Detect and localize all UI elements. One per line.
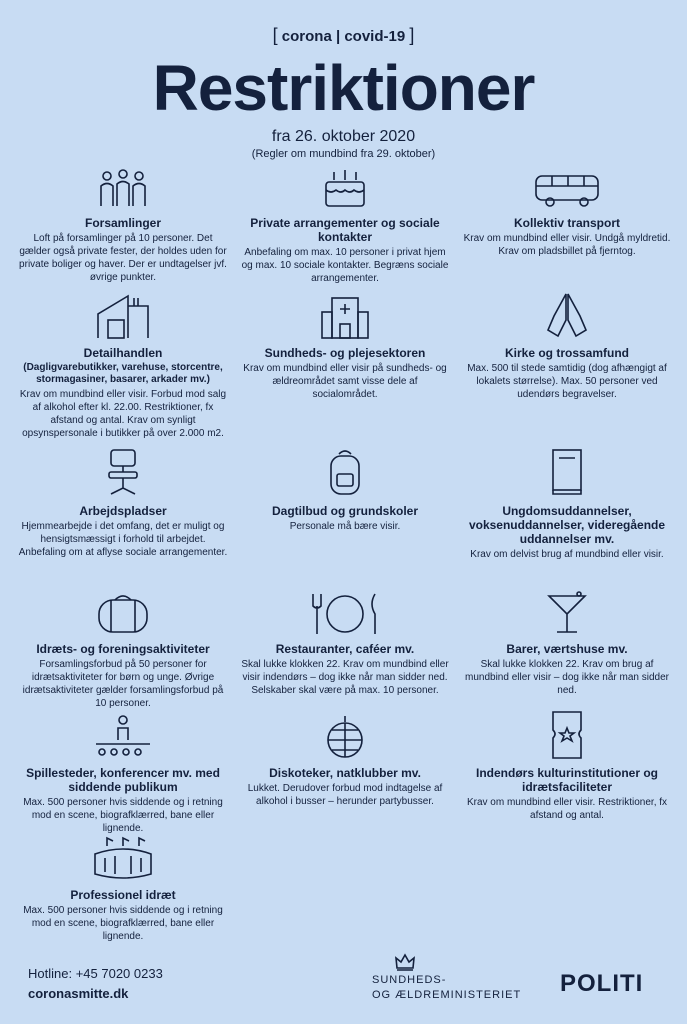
card-title: Dagtilbud og grundskoler xyxy=(272,504,418,518)
page-title: Restriktioner xyxy=(152,52,535,124)
stadium-icon xyxy=(18,832,228,882)
footer-contact xyxy=(28,966,163,1006)
people-group-icon xyxy=(18,160,228,210)
cutlery-icon xyxy=(240,586,450,636)
card-title: Diskoteker, natklubber mv. xyxy=(269,766,421,780)
card-text: Krav om mundbind eller visir. Forbud mod salg af alkohol efter kl. 22.00. Restriktioner, fx afstand og antal. Krav om synligt opsynspersonale i butikker på over 2.000 m2. xyxy=(19,389,227,439)
card-title: Idræts- og foreningsaktiviteter xyxy=(36,642,210,656)
card-text: Krav om delvist brug af mundbind eller visir. xyxy=(470,549,664,560)
card-barer xyxy=(462,586,672,697)
sports-bag-icon xyxy=(18,586,228,636)
card-restauranter xyxy=(240,586,450,697)
card-text: Krav om mundbind eller visir. Restriktioner, fx afstand og antal. xyxy=(466,797,668,821)
police-logo: POLITI xyxy=(560,970,644,997)
card-text: Anbefaling om max. 10 personer i privat hjem og max. 10 sociale kontakter. Begræns sociale arrangementer. xyxy=(241,247,449,284)
card-detailhandlen xyxy=(18,290,228,440)
mask-rule-note: (Regler om mundbind fra 29. oktober) xyxy=(251,148,436,160)
card-title: Restauranter, caféer mv. xyxy=(275,642,415,656)
website-link[interactable]: coronasmitte.dk xyxy=(28,986,129,1001)
stage-audience-icon xyxy=(18,710,228,760)
card-text: Skal lukke klokken 22. Krav om brug af mundbind eller visir – dog ikke når man sidder ned. xyxy=(465,659,669,696)
ministry-name-line2: OG ÆLDREMINISTERIET xyxy=(372,989,522,1001)
card-text: Max. 500 til stede samtidig (dog afhængigt af lokalets størrelse). Max. 50 personer ved udendørs begravelser. xyxy=(467,363,667,400)
card-title: Private arrangementer og sociale kontakter xyxy=(250,216,440,244)
card-text: Krav om mundbind eller visir på sundheds- og ældreområdet samt visse dele af socialområdet. xyxy=(243,363,447,400)
card-text: Krav om mundbind eller visir. Undgå myldretid. Krav om pladsbillet på fjerntog. xyxy=(463,233,671,257)
ministry-name-line1: SUNDHEDS- xyxy=(372,974,447,986)
card-kollektiv-transport xyxy=(462,160,672,258)
card-kirke xyxy=(462,290,672,401)
card-text: Loft på forsamlinger på 10 personer. Det gælder også private fester, der holdes uden for private boliger og haver. Der er undtagelser jvf. øvrige punkter. xyxy=(19,233,227,283)
corona-tag: [ corona | covid-19 ] xyxy=(272,25,415,45)
card-title: Spillesteder, konferencer mv. med siddende publikum xyxy=(26,766,220,794)
card-title: Professionel idræt xyxy=(70,888,176,902)
card-dagtilbud xyxy=(240,448,450,533)
card-title: Sundheds- og plejesektoren xyxy=(264,346,426,360)
card-text: Lukket. Derudover forbud mod indtagelse af alkohol i busser – herunder partybusser. xyxy=(247,783,443,807)
card-title: Kirke og trossamfund xyxy=(504,346,630,360)
card-private-arrangementer xyxy=(240,160,450,285)
backpack-icon xyxy=(240,448,450,498)
card-title: Arbejdspladser xyxy=(79,504,167,518)
crown-icon xyxy=(394,952,416,972)
cocktail-glass-icon xyxy=(462,586,672,636)
card-text: Max. 500 personer hvis siddende og i retning mod en scene, biografklærred, bane eller lignende. xyxy=(23,905,223,942)
card-arbejdspladser xyxy=(18,448,228,559)
disco-ball-icon xyxy=(240,710,450,760)
card-title: Detailhandlen xyxy=(83,346,163,360)
card-professionel-idraet xyxy=(18,832,228,943)
ticket-icon xyxy=(462,710,672,760)
card-kulturinstitutioner xyxy=(462,710,672,822)
card-text: Forsamlingsforbud på 50 personer for idrætsaktiviteter for børn og unge. Øvrige idrætsaktiviteter gælder forsamlingsforbud på 10 personer. xyxy=(22,659,224,709)
card-title: Kollektiv transport xyxy=(513,216,621,230)
bus-icon xyxy=(462,160,672,210)
card-text: Skal lukke klokken 22. Krav om mundbind eller visir indendørs – dog ikke når man sidder ned. Selskaber skal være på max. 10 personer. xyxy=(241,659,449,696)
card-text: Personale må bære visir. xyxy=(289,521,401,532)
card-title: Barer, værtshuse mv. xyxy=(506,642,628,656)
card-subtitle: (Dagligvarebutikker, varehuse, storcentre, stormagasiner, basarer, arkader mv.) xyxy=(23,362,223,385)
card-forsamlinger xyxy=(18,160,228,284)
card-spillesteder xyxy=(18,710,228,835)
birthday-cake-icon xyxy=(240,160,450,210)
card-sundhed xyxy=(240,290,450,401)
card-diskoteker xyxy=(240,710,450,808)
praying-hands-icon xyxy=(462,290,672,340)
corona-tag-text: corona | covid-19 xyxy=(281,28,406,45)
card-title: Ungdomsuddannelser, voksenuddannelser, videregående uddannelser mv. xyxy=(468,504,666,546)
card-title: Indendørs kulturinstitutioner og idrætsfaciliteter xyxy=(476,766,658,794)
card-title: Forsamlinger xyxy=(84,216,162,230)
card-idraet xyxy=(18,586,228,710)
hospital-icon xyxy=(240,290,450,340)
card-uddannelser xyxy=(462,448,672,561)
card-text: Hjemmearbejde i det omfang, det er muligt og hensigtsmæssigt i forhold til arbejdet. Anbefaling om at aflyse sociale arrangementer. xyxy=(18,521,228,558)
card-text: Max. 500 personer hvis siddende og i retning mod en scene, biografklærred, bane eller lignende. xyxy=(23,797,223,834)
shop-building-icon xyxy=(18,290,228,340)
hotline-text: Hotline: +45 7020 0233 xyxy=(28,966,163,981)
office-chair-icon xyxy=(18,448,228,498)
effective-date: fra 26. oktober 2020 xyxy=(271,128,416,145)
book-icon xyxy=(462,448,672,498)
ministry-logo xyxy=(372,952,547,1002)
